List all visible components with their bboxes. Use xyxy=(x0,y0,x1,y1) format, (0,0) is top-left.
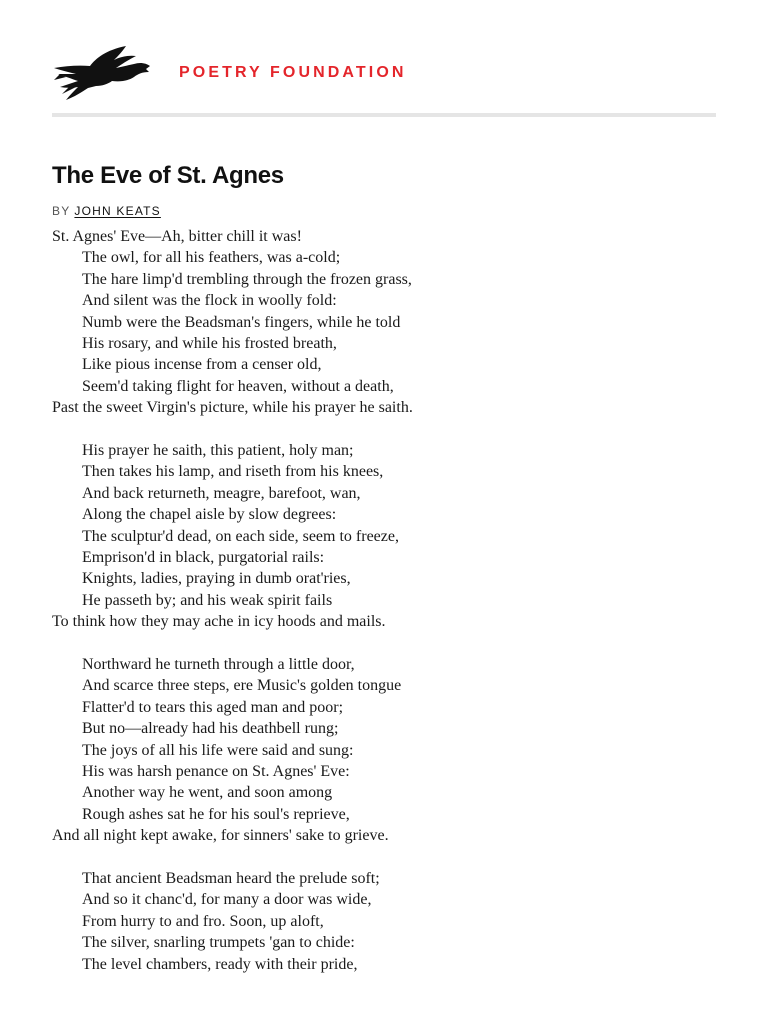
poem-line: His was harsh penance on St. Agnes' Eve: xyxy=(82,762,350,780)
poem-line: Northward he turneth through a little door, xyxy=(82,656,355,674)
poem-line: That ancient Beadsman heard the prelude soft; xyxy=(82,870,380,888)
poem-line: The owl, for all his feathers, was a-cold; xyxy=(82,249,341,267)
poem-line: The joys of all his life were said and sung: xyxy=(82,741,354,759)
poem-line: Rough ashes sat he for his soul's reprieve, xyxy=(82,805,350,823)
poem-line: Flatter'd to tears this aged man and poor; xyxy=(82,698,344,716)
poem-line: Along the chapel aisle by slow degrees: xyxy=(82,506,337,524)
poem-line: From hurry to and fro. Soon, up aloft, xyxy=(82,912,324,930)
poem-line: Seem'd taking flight for heaven, without a death, xyxy=(82,377,394,395)
pegasus-icon[interactable] xyxy=(52,44,152,102)
poem-line: And all night kept awake, for sinners' sake to grieve. xyxy=(52,827,389,845)
masthead xyxy=(52,0,716,114)
poem-line: His prayer he saith, this patient, holy man; xyxy=(82,442,354,460)
byline xyxy=(52,204,161,218)
poem-line: Past the sweet Virgin's picture, while his prayer he saith. xyxy=(52,399,413,417)
poem-line: And scarce three steps, ere Music's golden tongue xyxy=(82,677,402,695)
poem-line: Then takes his lamp, and riseth from his knees, xyxy=(82,463,384,481)
poem-line: His rosary, and while his frosted breath, xyxy=(82,334,337,352)
poem-title: The Eve of St. Agnes xyxy=(52,162,284,189)
poem-line: Like pious incense from a censer old, xyxy=(82,356,322,374)
byline-prefix: BY xyxy=(52,204,71,218)
stanza xyxy=(52,226,716,419)
stanza xyxy=(52,440,716,633)
poem-line: Numb were the Beadsman's fingers, while he told xyxy=(82,313,401,331)
poem-line: The sculptur'd dead, on each side, seem to freeze, xyxy=(82,527,399,545)
author-link[interactable]: JOHN KEATS xyxy=(74,204,161,218)
poem-line: And silent was the flock in woolly fold: xyxy=(82,292,337,310)
poem-line: The silver, snarling trumpets 'gan to chide: xyxy=(82,934,355,952)
poem-body xyxy=(52,226,716,997)
poem-line: Knights, ladies, praying in dumb orat'ries, xyxy=(82,570,351,588)
header-divider xyxy=(52,113,716,117)
stanza xyxy=(52,868,716,975)
poem-line: The level chambers, ready with their pride, xyxy=(82,955,358,973)
poem-line: But no—already had his deathbell rung; xyxy=(82,720,339,738)
poem-line: And back returneth, meagre, barefoot, wan, xyxy=(82,484,361,502)
poem-line: Another way he went, and soon among xyxy=(82,784,333,802)
poem-line: He passeth by; and his weak spirit fails xyxy=(82,591,333,609)
poem-line: And so it chanc'd, for many a door was wide, xyxy=(82,891,372,909)
poem-line: The hare limp'd trembling through the frozen grass, xyxy=(82,270,412,288)
brand-wordmark[interactable]: POETRY FOUNDATION xyxy=(179,64,407,81)
poem-line: To think how they may ache in icy hoods and mails. xyxy=(52,613,386,631)
poem-line: Emprison'd in black, purgatorial rails: xyxy=(82,548,325,566)
poem-line: St. Agnes' Eve—Ah, bitter chill it was! xyxy=(52,228,302,245)
stanza xyxy=(52,654,716,847)
